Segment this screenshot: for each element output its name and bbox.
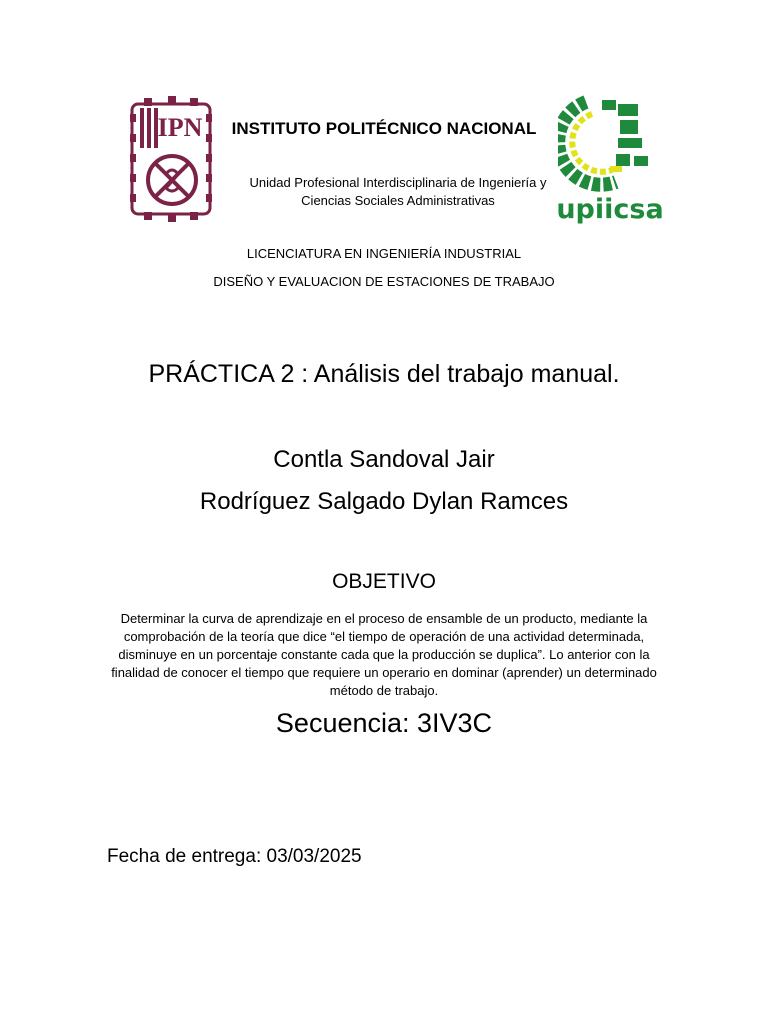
- delivery-date: Fecha de entrega: 03/03/2025: [107, 846, 362, 867]
- upiicsa-logo-icon: [558, 94, 662, 224]
- sequence-label: Secuencia: 3IV3C: [275, 708, 493, 738]
- author-name: Contla Sandoval Jair: [273, 446, 495, 473]
- upiicsa-logo: [558, 94, 662, 224]
- objective-heading: OBJETIVO: [332, 570, 436, 593]
- degree-name: LICENCIATURA EN INGENIERÍA INDUSTRIAL: [246, 246, 522, 261]
- objective-text: Determinar la curva de aprendizaje en el proceso de ensamble de un producto, mediante la comprobación de la teoría que dice “el tiempo de operación de una actividad determinada, disminuye en un porcentaje constante cada que la producción se duplica”. Lo anterior con la finalidad de conocer el tiempo que requiere un operario en dominar (aprender) un determinado método de trabajo.: [111, 611, 657, 698]
- institution-title: INSTITUTO POLITÉCNICO NACIONAL: [231, 119, 537, 138]
- unit-name: Unidad Profesional Interdisciplinaria de Ingeniería y Ciencias Sociales Administrativas: [249, 175, 547, 208]
- practice-title: PRÁCTICA 2 : Análisis del trabajo manual.: [148, 360, 620, 388]
- svg-text:IPN: IPN: [157, 113, 203, 142]
- ipn-logo: [130, 94, 212, 224]
- ipn-logo-icon: [130, 94, 212, 224]
- svg-text:upiicsa: upiicsa: [558, 194, 662, 224]
- author-name: Rodríguez Salgado Dylan Ramces: [199, 488, 569, 515]
- course-name: DISEÑO Y EVALUACION DE ESTACIONES DE TRABAJO: [213, 274, 555, 289]
